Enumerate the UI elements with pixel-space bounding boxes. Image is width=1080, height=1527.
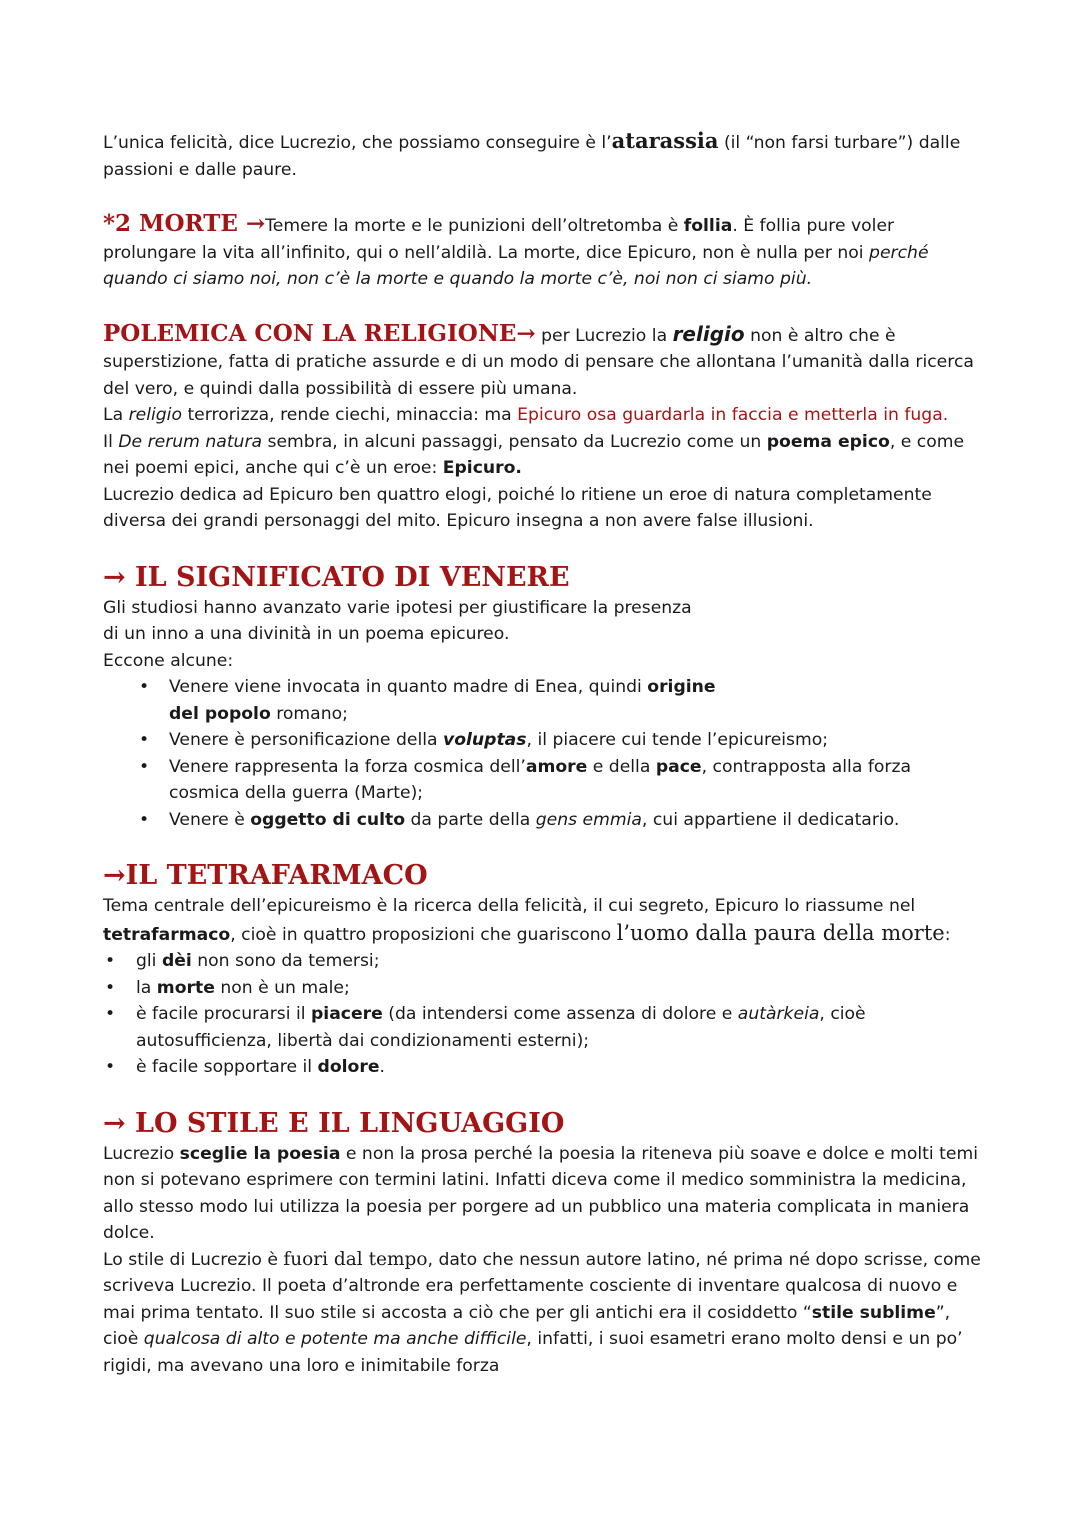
list-item: • è facile sopportare il dolore. <box>103 1054 983 1081</box>
list-item: • Venere rappresenta la forza cosmica dell’amore e della pace, contrapposta alla forza cosmica della guerra (Marte); <box>103 754 983 807</box>
morte-heading: *2 MORTE → <box>103 210 266 237</box>
stile-heading: → LO STILE E IL LINGUAGGIO <box>103 1107 565 1139</box>
list-item: • Venere è personificazione della voluptas, il piacere cui tende l’epicureismo; <box>103 727 983 754</box>
polemica-paragraph-4: Lucrezio dedica ad Epicuro ben quattro elogi, poiché lo ritiene un eroe di natura completamente diversa dei grandi personaggi del mito. Epicuro insegna a non avere false illusioni. <box>103 484 932 531</box>
polemica-paragraph-3: Il De rerum natura sembra, in alcuni passaggi, pensato da Lucrezio come un poema epico, e come nei poemi epici, anche qui c’è un eroe: Epicuro. <box>103 431 965 478</box>
list-item: • è facile procurarsi il piacere (da intendersi come assenza di dolore e autàrkeia, cioè autosufficienza, libertà dai condizionamenti esterni); <box>103 1001 983 1054</box>
venere-list <box>103 674 983 833</box>
morte-paragraph: *2 MORTE →Temere la morte e le punizioni dell’oltretomba è follia. È follia pure voler prolungare la vita all’infinito, qui o nell’aldilà. La morte, dice Epicuro, non è nulla per noi perché quando ci siamo noi, non c’è la morte e quando la morte c’è, noi non ci siamo più. <box>103 210 929 289</box>
atarassia-paragraph: L’unica felicità, dice Lucrezio, che possiamo conseguire è l’atarassia (il “non farsi turbare”) dalle passioni e dalle paure. <box>103 128 961 180</box>
tetrafarmaco-heading: →IL TETRAFARMACO <box>103 860 428 891</box>
stile-paragraph-1: Lucrezio sceglie la poesia e non la prosa perché la poesia la riteneva più soave e dolce e molti temi non si potevano esprimere con termini latini. Infatti diceva come il medico somministra la medicina, allo stesso modo lui utilizza la poesia per porgere ad un pubblico una materia complicata in maniera dolce. <box>103 1143 978 1243</box>
polemica-paragraph-1: POLEMICA CON LA RELIGIONE→ per Lucrezio la religio non è altro che è superstizione, fatta di pratiche assurde e di un modo di pensare che allontana l’umanità dalla ricerca del vero, e quindi dalla possibilità di essere più umana. <box>103 319 974 399</box>
tetrafarmaco-list <box>103 948 983 1081</box>
venere-intro-1: Gli studiosi hanno avanzato varie ipotesi per giustificare la presenza <box>103 597 692 618</box>
list-item: • gli dèi non sono da temersi; <box>103 948 983 975</box>
document-page <box>103 128 983 1379</box>
list-item: • Venere viene invocata in quanto madre di Enea, quindi origine del popolo romano; <box>103 674 983 727</box>
venere-intro-2: di un inno a una divinità in un poema epicureo. <box>103 624 510 644</box>
venere-heading: → IL SIGNIFICATO DI VENERE <box>103 561 570 593</box>
atarassia-term: atarassia <box>611 128 719 153</box>
polemica-heading: POLEMICA CON LA RELIGIONE→ <box>103 319 536 347</box>
venere-intro-3: Eccone alcune: <box>103 650 234 671</box>
list-item: • la morte non è un male; <box>103 975 983 1002</box>
tetrafarmaco-paragraph: Tema centrale dell’epicureismo è la ricerca della felicità, il cui segreto, Epicuro lo riassume nel tetrafarmaco, cioè in quattro proposizioni che guariscono l’uomo dalla paura della morte: <box>103 896 951 945</box>
stile-paragraph-2: Lo stile di Lucrezio è fuori dal tempo, dato che nessun autore latino, né prima né dopo scrisse, come scriveva Lucrezio. Il poeta d’altronde era perfettamente cosciente di inventare qualcosa di nuovo e mai prima tentato. Il suo stile si accosta a ciò che per gli antichi era il cosiddetto “stile sublime”, cioè qualcosa di alto e potente ma anche difficile, infatti, i suoi esametri erano molto densi e un po’ rigidi, ma avevano una loro e inimitabile forza <box>103 1248 981 1376</box>
polemica-paragraph-2: La religio terrorizza, rende ciechi, minaccia: ma Epicuro osa guardarla in faccia e metterla in fuga. <box>103 405 949 425</box>
list-item: • Venere è oggetto di culto da parte della gens emmia, cui appartiene il dedicatario. <box>103 807 983 834</box>
